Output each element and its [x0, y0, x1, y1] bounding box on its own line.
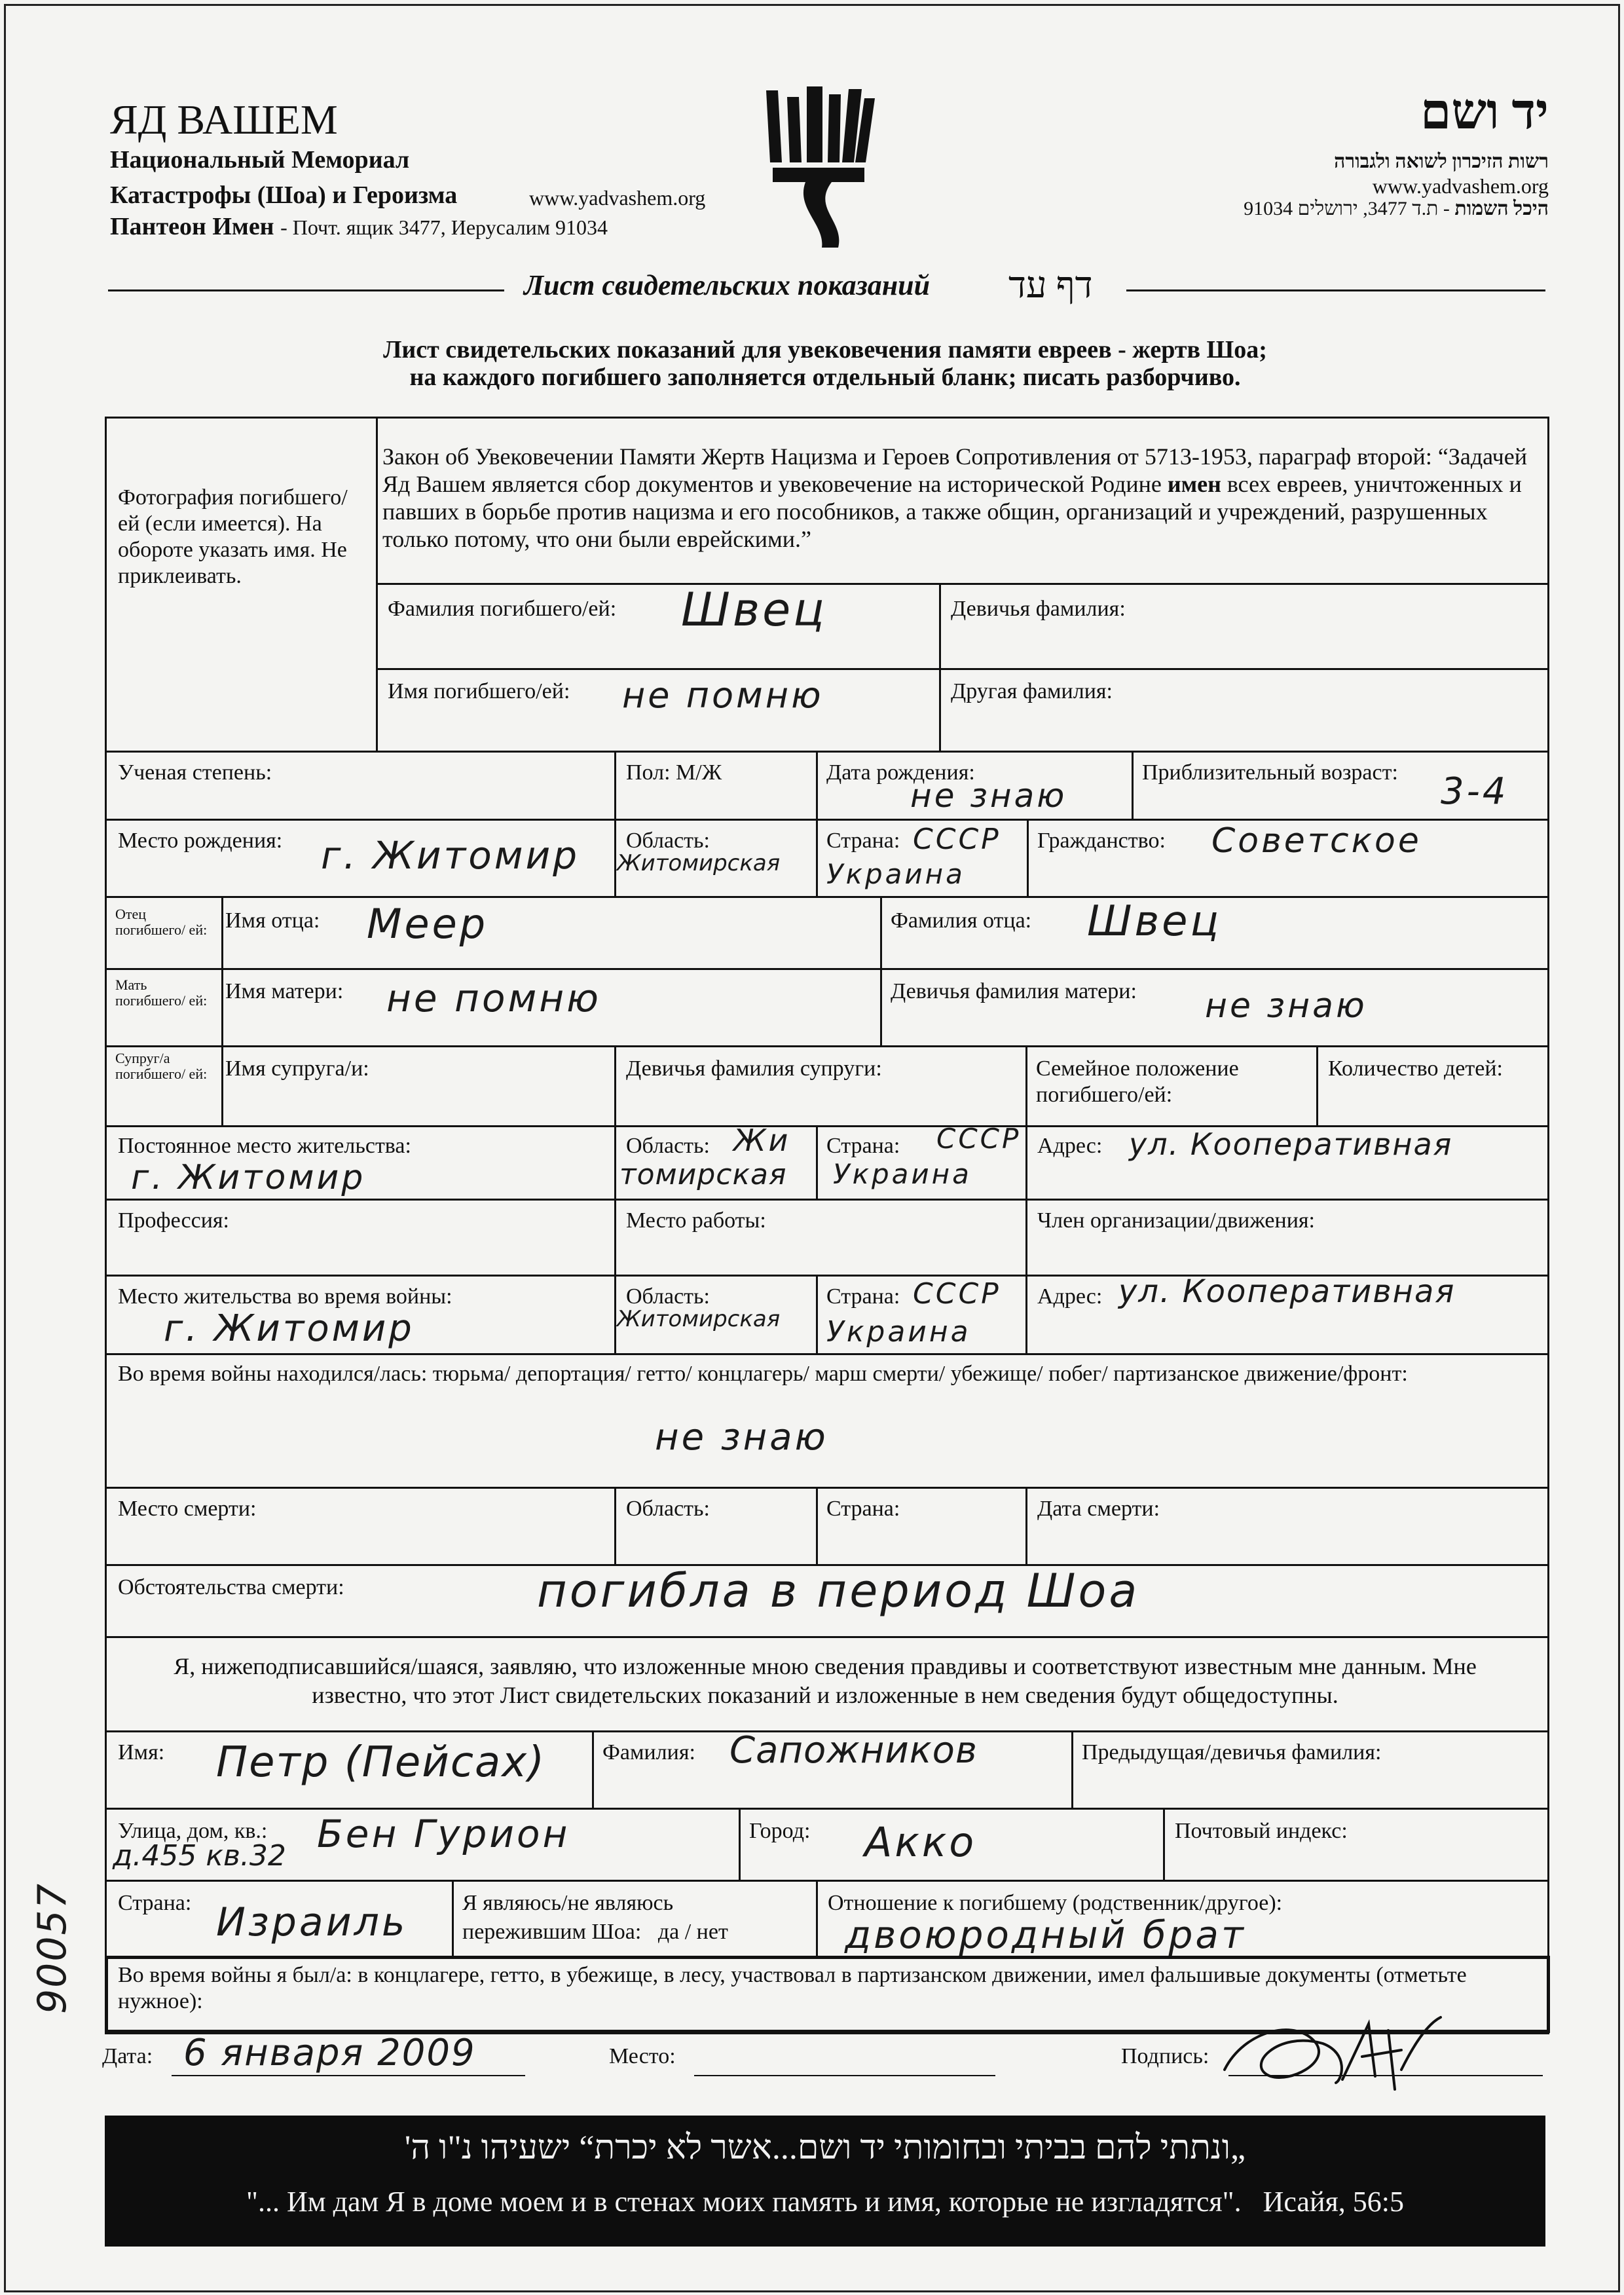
col-war-region — [614, 1275, 616, 1353]
col-death-country — [816, 1487, 818, 1564]
he-line3-bold: היכל השמות — [1454, 198, 1549, 219]
law-text-2: всех евреев, уничтоженных и павших в борьбе против нацизма и его пособников, а также общин, организаций и учреждений, разрушенных только потому, что они были еврейскими.” — [382, 471, 1522, 552]
photo-instructions: Фотография погибшего/ей (если имеется). На обороте указать имя. Не приклеивать. — [118, 485, 348, 588]
col-member — [1025, 1199, 1027, 1275]
profession-label: Профессия: — [118, 1208, 229, 1233]
website-left: www.yadvashem.org — [529, 186, 706, 210]
col-dob-left — [816, 751, 818, 819]
sub-surname-label: Фамилия: — [602, 1740, 695, 1764]
form-title-he: דף עד — [1008, 265, 1093, 306]
date-value[interactable]: 6 января 2009 — [183, 2032, 476, 2074]
res-region-label: Область: — [626, 1134, 710, 1158]
col-war-address — [1025, 1275, 1027, 1353]
war-question-text: Во время войны я был/а: в концлагере, гетто, в убежище, в лесу, участвовал в партизанском движении, имел фальшивые документы (отметьте нужное): — [118, 1963, 1467, 2013]
res-country-label: Страна: — [826, 1134, 900, 1158]
col-sub-prev — [1071, 1730, 1073, 1808]
citizenship-label: Гражданство: — [1037, 829, 1166, 853]
date-label: Дата: — [102, 2044, 153, 2068]
father-side-label: Отец погибшего/ ей: — [115, 906, 208, 938]
circumstances-label: Обстоятельства смерти: — [118, 1575, 344, 1599]
sub-country-value[interactable]: Израиль — [216, 1899, 408, 1945]
surname-label: Фамилия погибшего/ей: — [388, 597, 617, 621]
col-survivor — [452, 1880, 454, 1957]
col-relation — [816, 1880, 818, 1957]
member-label: Член организации/движения: — [1037, 1208, 1315, 1233]
dob-label: Дата рождения: — [826, 760, 975, 785]
other-surname-label: Другая фамилия: — [951, 679, 1113, 703]
res-country-value1[interactable]: СССР — [936, 1123, 1022, 1155]
he-line3 — [1244, 198, 1549, 220]
col-sex-left — [614, 751, 616, 819]
street-value[interactable]: Бен Гурион — [317, 1812, 570, 1856]
father-surname-value[interactable]: Швец — [1087, 897, 1222, 946]
memorial-line2: Катастрофы (Шоа) и Героизма — [110, 181, 458, 209]
mother-name-value[interactable]: не помню — [386, 976, 601, 1020]
yad-vashem-logo-icon — [760, 84, 877, 254]
death-region-label: Область: — [626, 1497, 710, 1521]
birth-country-value2[interactable]: Украина — [826, 858, 965, 890]
res-address-value[interactable]: ул. Кооперативная — [1129, 1127, 1453, 1162]
city-label: Город: — [749, 1819, 811, 1843]
col-birth-country — [816, 819, 818, 896]
row-divider-father — [105, 896, 1547, 898]
maiden-label: Девичья фамилия: — [951, 597, 1126, 621]
war-residence-label: Место жительства во время войны: — [118, 1284, 452, 1309]
footer-ru-quote: "... Им дам Я в доме моем и в стенах моих память и имя, которые не изгладятся". Исайя, 56:5 — [246, 2186, 1404, 2218]
col-father-surname — [880, 896, 882, 968]
city-value[interactable]: Акко — [864, 1818, 977, 1866]
row-divider-country — [105, 1880, 1547, 1882]
mother-name-label: Имя матери: — [225, 979, 344, 1003]
residence-value[interactable]: г. Житомир — [131, 1158, 366, 1197]
spouse-maiden-label: Девичья фамилия супруги: — [626, 1056, 882, 1081]
col-side-labels — [221, 896, 223, 1125]
res-region-value1[interactable]: Жи — [733, 1123, 791, 1158]
title-rule-right — [1126, 289, 1545, 291]
col-res-region — [614, 1125, 616, 1199]
street-label: Улица, дом, кв.: — [118, 1819, 268, 1843]
row-divider-degree — [105, 751, 1547, 753]
workplace-label: Место работы: — [626, 1208, 766, 1233]
signature-label: Подпись: — [1121, 2044, 1209, 2068]
marital-label: Семейное положение погибшего/ей: — [1036, 1056, 1239, 1107]
street-value2[interactable]: д.455 кв.32 — [113, 1839, 286, 1873]
death-country-label: Страна: — [826, 1497, 900, 1521]
postal-label: Почтовый индекс: — [1175, 1819, 1348, 1843]
sub-surname-value[interactable]: Сапожников — [729, 1729, 978, 1772]
death-place-label: Место смерти: — [118, 1497, 257, 1521]
birth-country-label: Страна: — [826, 829, 900, 853]
law-text — [382, 443, 1528, 553]
war-country-label: Страна: — [826, 1284, 900, 1309]
sub-name-value[interactable]: Петр (Пейсах) — [216, 1738, 546, 1787]
row-divider-declaration — [105, 1636, 1547, 1638]
survivor-label1: Я являюсь/не являюсь — [462, 1891, 674, 1915]
spouse-name-label: Имя супруга/и: — [225, 1056, 369, 1081]
row-divider-war — [105, 1353, 1547, 1355]
col-war-country — [816, 1275, 818, 1353]
date-underline — [172, 2075, 525, 2076]
col-res-country — [816, 1125, 818, 1199]
col-res-address — [1025, 1125, 1027, 1199]
place-underline — [694, 2075, 995, 2076]
residence-label: Постоянное место жительства: — [118, 1134, 411, 1158]
col-citizenship — [1027, 819, 1029, 896]
row-divider-spouse — [105, 1045, 1547, 1047]
col-sub-surname — [592, 1730, 594, 1808]
side-file-number: 90057 — [29, 1882, 75, 2014]
he-line3-rest: - ת.ד 3477, ירושלים 91034 — [1244, 198, 1450, 219]
title-rule-left — [108, 289, 504, 291]
death-date-label: Дата смерти: — [1037, 1497, 1160, 1521]
col-city — [739, 1808, 741, 1880]
father-name-label: Имя отца: — [225, 908, 320, 933]
war-status-label: Во время войны находился/лась: тюрьма/ депортация/ гетто/ концлагерь/ марш смерти/ убежище/ побег/ партизанское движение/фронт: — [118, 1362, 1408, 1386]
mother-side-label: Мать погибшего/ ей: — [115, 977, 208, 1009]
war-status-value[interactable]: не знаю — [655, 1416, 828, 1459]
res-address-label: Адрес: — [1037, 1134, 1103, 1158]
form-box — [105, 417, 1549, 2034]
spouse-side-label: Супруг/а погибшего/ ей: — [115, 1050, 208, 1082]
birth-country-value1[interactable]: СССР — [913, 823, 1001, 856]
birth-region-value[interactable]: Житомирская — [617, 850, 781, 876]
col-postal — [1163, 1808, 1165, 1880]
survivor-label2: пережившим Шоа: да / нет — [462, 1920, 728, 1944]
he-line1: רשות הזיכרון לשואה ולגבורה — [1334, 151, 1549, 172]
war-region-value[interactable]: Житомирская — [617, 1306, 781, 1332]
war-address-value[interactable]: ул. Кооперативная — [1118, 1273, 1456, 1310]
sub-prev-label: Предыдущая/девичья фамилия: — [1082, 1740, 1382, 1764]
mother-maiden-label: Девичья фамилия матери: — [891, 979, 1137, 1003]
birth-region-label: Область: — [626, 829, 710, 853]
col-age-left — [1132, 751, 1134, 819]
mother-maiden-value[interactable]: не знаю — [1205, 986, 1367, 1026]
org-name-he: יד ושם — [1420, 84, 1549, 140]
row-divider-birthplace — [105, 819, 1547, 821]
children-label: Количество детей: — [1328, 1056, 1503, 1081]
relation-label: Отношение к погибшему (родственник/другое): — [828, 1891, 1283, 1915]
signature-mark — [1218, 2004, 1454, 2102]
pantheon-bold: Пантеон Имен — [110, 213, 274, 240]
age-value[interactable]: 3-4 — [1441, 770, 1509, 813]
war-country-value2[interactable]: Украина — [826, 1315, 971, 1349]
place-label: Место: — [609, 2044, 676, 2068]
degree-label: Ученая степень: — [118, 760, 272, 785]
war-residence-value[interactable]: г. Житомир — [164, 1307, 415, 1350]
org-name-ru: ЯД ВАШЕМ — [110, 96, 338, 143]
instruction-line1: Лист свидетельских показаний для увековечения памяти евреев - жертв Шоа; — [383, 336, 1267, 364]
war-address-label: Адрес: — [1037, 1284, 1103, 1309]
father-name-value[interactable]: Меер — [367, 900, 489, 948]
first-name-value[interactable]: не помню — [622, 675, 824, 716]
website-right: www.yadvashem.org — [1372, 174, 1549, 198]
law-text-1: Закон об Увековечении Памяти Жертв Нацизма и Героев Сопротивления от 5713-1953, параграф второй: “Задачей Яд Вашем является сбор документов и увековечение на исторической Родине — [382, 443, 1528, 497]
col-birth-region — [614, 819, 616, 896]
footer-he-quote: „ונתתי להם בביתי ובחומותי יד ושם...אשר לא יכרת“ ישעיהו נ"ו ה' — [404, 2129, 1246, 2167]
row-divider-mother — [105, 968, 1547, 970]
birthplace-label: Место рождения: — [118, 829, 283, 853]
res-region-value2[interactable]: томирская — [619, 1158, 787, 1191]
row-divider-profession — [105, 1199, 1547, 1201]
pantheon-line — [110, 212, 608, 241]
father-surname-label: Фамилия отца: — [891, 908, 1032, 933]
sex-label: Пол: М/Ж — [626, 760, 722, 785]
pantheon-rest: - Почт. ящик 3477, Иерусалим 91034 — [280, 215, 608, 239]
row-divider-firstname — [376, 668, 1547, 670]
relation-value[interactable]: двоюродный брат — [845, 1912, 1246, 1957]
col-workplace — [614, 1199, 616, 1275]
surname-value[interactable]: Швец — [681, 583, 827, 637]
citizenship-value[interactable]: Советское — [1211, 821, 1422, 861]
first-name-label: Имя погибшего/ей: — [388, 679, 570, 703]
row-divider-death — [105, 1487, 1547, 1489]
row-divider-surname — [376, 583, 1547, 585]
age-label: Приблизительный возраст: — [1142, 760, 1398, 785]
sub-country-label: Страна: — [118, 1891, 192, 1915]
declaration-text: Я, нижеподписавшийся/шаяся, заявляю, что изложенные мною сведения правдивы и соответствуют известным мне данным. Мне известно, что этот Лист свидетельских показаний и изложенные в нем сведения будут общедоступны. — [174, 1653, 1477, 1708]
form-title-ru: Лист свидетельских показаний — [524, 269, 931, 301]
col-spouse-maiden — [614, 1045, 616, 1125]
col-divider-maiden — [939, 583, 941, 751]
war-country-value1[interactable]: СССР — [913, 1277, 1001, 1311]
res-country-value2[interactable]: Украина — [833, 1158, 972, 1190]
col-marital — [1025, 1045, 1027, 1125]
row-divider-street — [105, 1808, 1547, 1810]
war-region-label: Область: — [626, 1284, 710, 1309]
col-death-date — [1025, 1487, 1027, 1564]
law-text-bold: имен — [1167, 471, 1221, 497]
col-death-region — [614, 1487, 616, 1564]
circumstances-value[interactable]: погибла в период Шоа — [537, 1564, 1140, 1618]
memorial-line1: Национальный Мемориал — [110, 146, 410, 174]
col-mother-maiden — [880, 968, 882, 1045]
instruction-line2: на каждого погибшего заполняется отдельный бланк; писать разборчиво. — [409, 364, 1241, 391]
birthplace-value[interactable]: г. Житомир — [321, 833, 580, 878]
dob-value[interactable]: не знаю — [910, 777, 1067, 815]
sub-name-label: Имя: — [118, 1740, 165, 1764]
col-children — [1316, 1045, 1318, 1125]
